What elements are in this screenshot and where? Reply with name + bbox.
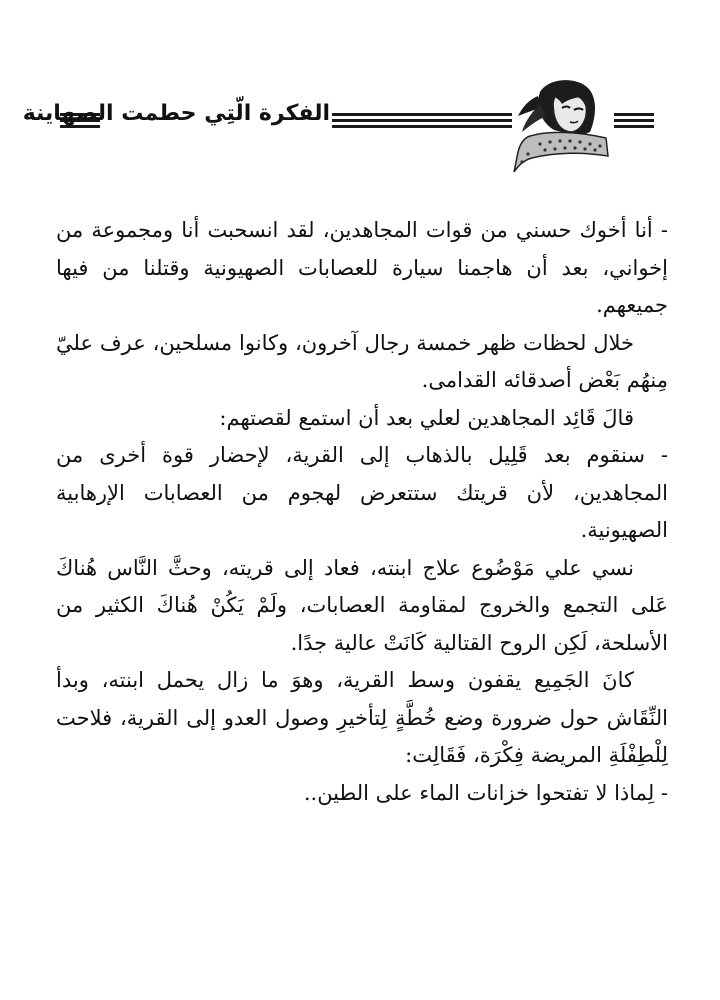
double-rule-middle (332, 113, 512, 131)
chapter-title: الفكرة الّتِي حطمت الصهاينة (22, 101, 330, 126)
paragraph-narration-1: خلال لحظات ظهر خمسة رجال آخرون، وكانوا مسلحين، عرف عليّ مِنهُم بَعْض أصدقائه القدامى. (56, 330, 668, 392)
paragraph-dialog-3: - لِماذا لا تفتحوا خزانات الماء على الطين.. (303, 780, 668, 805)
paragraph-dialog-1: - أنا أخوك حسني من قوات المجاهدين، لقد انسحبت أنا ومجموعة من إخواني، بعد أن هاجمنا سيارة للعصابات الصهيونية وقتلنا من فيها جميعهم. (56, 218, 668, 317)
paragraph-narration-3: نسي علي مَوْضُوع علاج ابنته، فعاد إلى قريته، وحثَّ النَّاس هُناكَ عَلى التجمع والخروج لمقاومة العصابات، ولَمْ يَكُنْ هُناكَ الكثير من الأسلحة، لَكِن الروح القتالية كَانَتْ عالية جدًا. (56, 555, 668, 655)
story-text (56, 212, 668, 812)
paragraph-narration-2: قالَ قَائِد المجاهدين لعلي بعد أن استمع لقصتهم: (219, 405, 634, 430)
paragraph-narration-4: كانَ الجَمِيع يقفون وسط القرية، وهوَ ما زال يحمل ابنته، وبدأ النِّقَاش حول ضرورة وضع خُطَّةٍ لِتأخيرِ وصول العدو إلى القرية، فلاحت لِلْطِفْلَةِ المريضة فِكْرَة، فَقَالِت: (56, 668, 668, 767)
paragraph-dialog-2: - سنقوم بعد قَلِيل بالذهاب إلى القرية، لإحضار قوة أخرى من المجاهدين، لأن قريتك ستتعرض لهجوم من العصابات الإرهابية الصهيونية. (56, 443, 668, 542)
girl-with-scarf-illustration (510, 74, 614, 180)
double-rule-right (614, 113, 654, 131)
page-header (0, 60, 720, 180)
